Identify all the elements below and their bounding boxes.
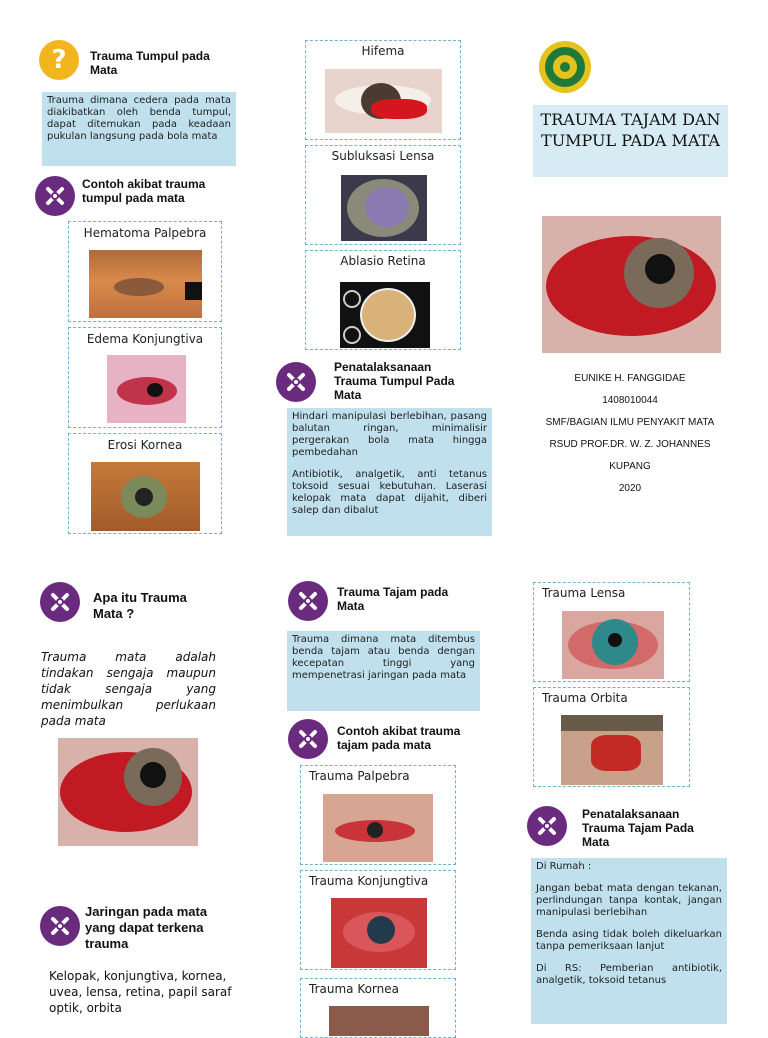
panel1-examples-title: Contoh akibat trauma tumpul pada mata [82, 177, 206, 205]
example-erosi-kornea [68, 433, 222, 534]
panel2-mgmt-p2: Antibiotik, analgetik, anti tetanus toksoid sesuai kebutuhan. Laserasi kelopak mata dapat dijahit, diberi salep dan dibalut [292, 469, 487, 516]
panel4-title: Apa itu Trauma Mata ? [93, 590, 187, 621]
trauma-palpebra-photo [323, 794, 433, 862]
example-label: Erosi Kornea [107, 438, 183, 452]
purple-x-icon [276, 362, 316, 402]
panel6-home-label: Di Rumah : [536, 861, 592, 872]
trauma-orbita-photo [561, 715, 663, 785]
example-subluksasi-lensa [305, 145, 461, 245]
example-edema-konjungtiva [68, 327, 222, 428]
hifema-photo [325, 69, 442, 133]
panel1-title: Trauma Tumpul pada Mata [90, 49, 210, 77]
example-hifema [305, 40, 461, 140]
panel2-mgmt-title: Penatalaksanaan Trauma Tumpul Pada Mata [334, 360, 455, 402]
panel2-mgmt-box [287, 408, 492, 536]
edema-photo [107, 355, 186, 423]
example-label: Trauma Lensa [542, 586, 626, 600]
trauma-konjungtiva-photo [331, 898, 427, 968]
cover-dept: SMF/BAGIAN ILMU PENYAKIT MATA [545, 417, 715, 428]
example-label: Trauma Orbita [542, 691, 628, 705]
cover-city: KUPANG [609, 461, 651, 472]
purple-x-icon [288, 581, 328, 621]
panel1-description: Trauma dimana cedera pada mata diakibatkan oleh benda tumpul, dapat ditemukan pada keadaan pukulan langsung pada bola mata [42, 92, 236, 166]
cover-hospital: RSUD PROF.DR. W. Z. JOHANNES [549, 439, 711, 450]
panel4-description: Trauma mata adalah tindakan sengaja maupun tidak sengaja yang menimbulkan perlukaan pada mata [41, 650, 216, 728]
purple-x-icon [288, 719, 328, 759]
panel4-eye-photo [58, 738, 198, 846]
ablasio-diagram [340, 282, 430, 348]
trauma-kornea-photo [329, 1006, 429, 1036]
subluksasi-photo [341, 175, 427, 241]
panel4-tissue-description: Kelopak, konjungtiva, kornea, uvea, lensa, retina, papil saraf optik, orbita [49, 969, 232, 1015]
cover-eye-photo [542, 216, 721, 353]
example-label: Edema Konjungtiva [86, 332, 204, 346]
example-trauma-konjungtiva [300, 870, 456, 970]
example-label: Trauma Konjungtiva [309, 874, 429, 888]
cover-year: 2020 [618, 483, 642, 494]
example-trauma-kornea [300, 978, 456, 1038]
example-hematoma-palpebra [68, 221, 222, 322]
cover-info [530, 368, 730, 500]
purple-x-icon [40, 582, 80, 622]
trauma-lensa-photo [562, 611, 664, 679]
hematoma-photo [89, 250, 202, 318]
panel2-mgmt-p1: Hindari manipulasi berlebihan, pasang balutan ringan, minimalisir pergerakan bola mata hingga pembedahan [292, 411, 487, 458]
example-label: Trauma Kornea [309, 982, 399, 996]
panel5-title: Trauma Tajam pada Mata [337, 585, 449, 613]
purple-x-icon [527, 806, 567, 846]
panel4-tissue-title: Jaringan pada mata yang dapat terkena trauma [85, 904, 208, 951]
example-label: Hifema [361, 44, 405, 58]
panel6-mgmt-box [531, 858, 727, 1024]
example-trauma-lensa [533, 582, 690, 682]
panel6-home-p2: Benda asing tidak boleh dikeluarkan tanpa pemeriksaan lanjut [536, 929, 722, 952]
purple-x-icon [40, 906, 80, 946]
example-trauma-palpebra [300, 765, 456, 865]
university-logo [538, 40, 592, 94]
cover-title: TRAUMA TAJAM DAN TUMPUL PADA MATA [533, 105, 728, 177]
panel6-home-p1: Jangan bebat mata dengan tekanan, perlindungan tanpa kontak, jangan manipulasi berlebihan [536, 883, 722, 918]
example-trauma-orbita [533, 687, 690, 787]
panel6-mgmt-title: Penatalaksanaan Trauma Tajam Pada Mata [582, 807, 694, 849]
example-label: Subluksasi Lensa [331, 149, 435, 163]
panel5-description: Trauma dimana mata ditembus benda tajam atau benda dengan kecepatan tinggi yang mempenetrasi jaringan pada mata [287, 631, 480, 711]
example-label: Ablasio Retina [340, 254, 426, 268]
question-icon: ? [39, 40, 79, 80]
purple-x-icon [35, 176, 75, 216]
erosi-photo [91, 462, 200, 531]
panel6-rs-p: Di RS: Pemberian antibiotik, analgetik, toksoid tetanus [536, 963, 722, 986]
example-label: Hematoma Palpebra [83, 226, 207, 240]
example-ablasio-retina [305, 250, 461, 350]
panel5-examples-title: Contoh akibat trauma tajam pada mata [337, 724, 461, 752]
cover-nim: 1408010044 [602, 395, 658, 406]
example-label: Trauma Palpebra [309, 769, 410, 783]
cover-author: EUNIKE H. FANGGIDAE [574, 373, 686, 384]
